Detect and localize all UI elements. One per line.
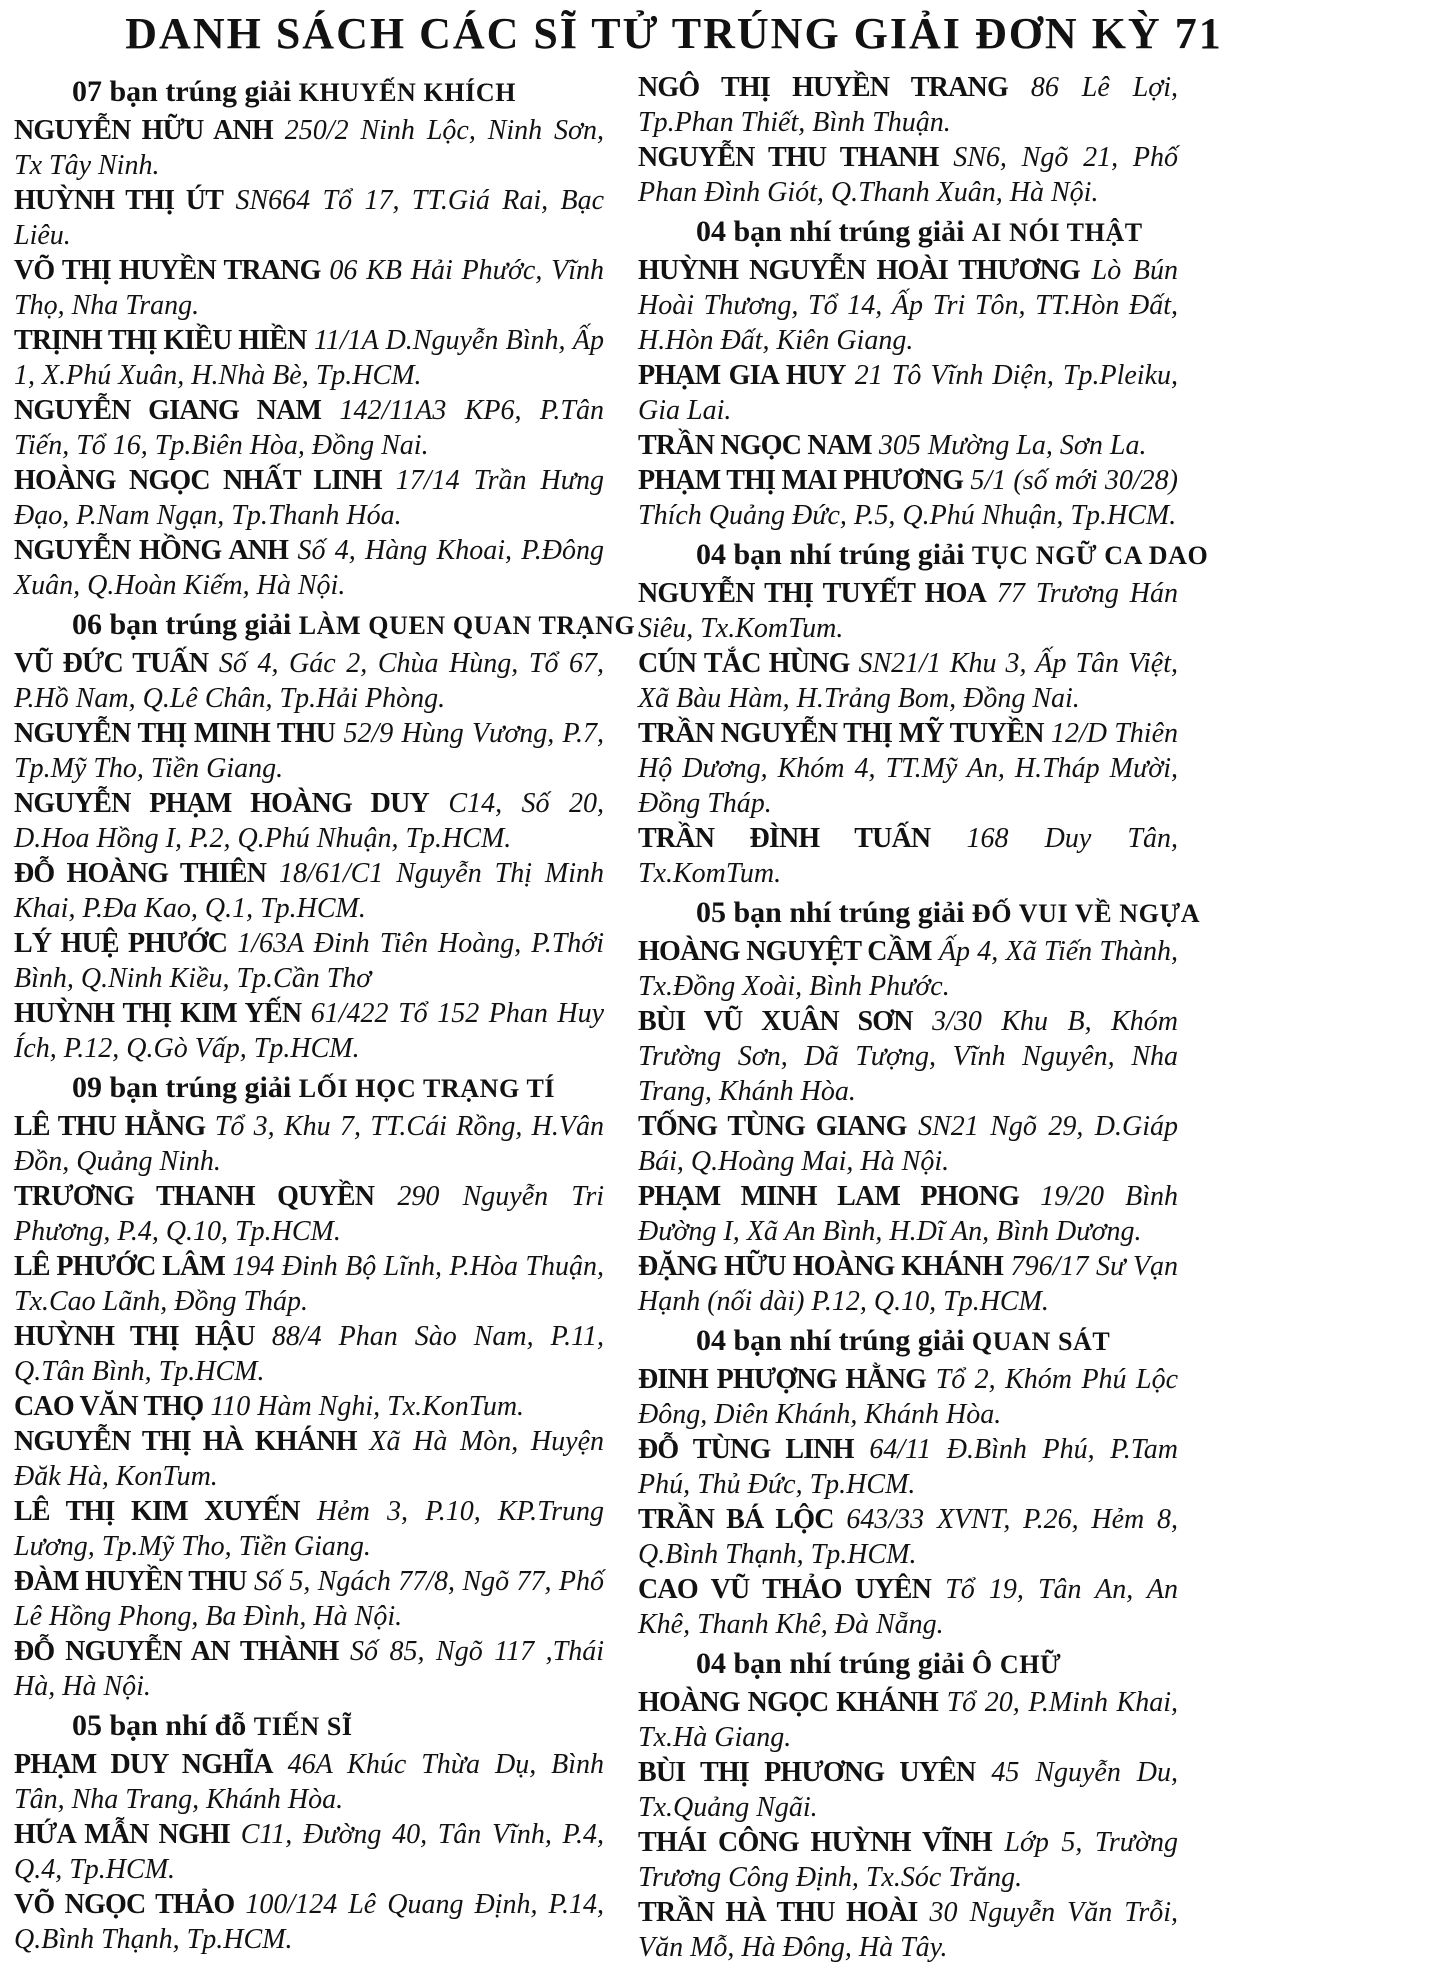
winner-entry [638,1895,1178,1965]
winner-entry [638,463,1178,533]
winner-address: SN6, Ngõ 21, Phố Phan Đình Giót, Q.Thanh Xuân, Hà Nội. [638,142,1178,208]
winner-name: TỐNG TÙNG GIANG [638,1111,907,1142]
winner-name: HỨA MẪN NGHI [14,1819,231,1850]
section-heading [638,894,1201,932]
winner-entry [638,1432,1178,1502]
winner-entry [638,1179,1178,1249]
winner-address: 06 KB Hải Phước, Vĩnh Thọ, Nha Trang. [14,255,604,321]
winner-address: SN21/1 Khu 3, Ấp Tân Việt, Xã Bàu Hàm, H.Trảng Bom, Đồng Nai. [638,648,1178,714]
winner-address: 1/63A Đinh Tiên Hoàng, P.Thới Bình, Q.Ninh Kiều, Tp.Cần Thơ [14,928,605,994]
winner-address: Tổ 19, Tân An, An Khê, Thanh Khê, Đà Nẵng. [638,1574,1178,1640]
heading-prize: QUAN SÁT [971,1327,1111,1356]
winner-name: HUỲNH NGUYỄN HOÀI THƯƠNG [638,255,1080,286]
winner-address: Tổ 2, Khóm Phú Lộc Đông, Diên Khánh, Khánh Hòa. [638,1364,1179,1430]
winner-address: 100/124 Lê Quang Định, P.14, Q.Bình Thạnh, Tp.HCM. [14,1889,604,1955]
document-title: DANH SÁCH CÁC SĨ TỬ TRÚNG GIẢI ĐƠN KỲ 71 [125,9,1223,58]
winner-address: 250/2 Ninh Lộc, Ninh Sơn, Tx Tây Ninh. [14,115,605,181]
winner-address: Hẻm 3, P.10, KP.Trung Lương, Tp.Mỹ Tho, Tiền Giang. [14,1496,605,1562]
winner-entry [14,183,604,253]
winner-name: NGUYỄN THỊ TUYẾT HOA [638,578,987,609]
winner-address: 142/11A3 KP6, P.Tân Tiến, Tổ 16, Tp.Biên Hòa, Đồng Nai. [14,395,604,461]
winner-name: CAO VŨ THẢO UYÊN [638,1574,932,1605]
winner-address: Tổ 20, P.Minh Khai, Tx.Hà Giang. [638,1687,1179,1753]
heading-prize: KHUYẾN KHÍCH [298,78,517,107]
winner-entry [638,821,1178,891]
winner-entry [638,1249,1178,1319]
winner-address: 46A Khúc Thừa Dụ, Bình Tân, Nha Trang, Khánh Hòa. [14,1749,605,1815]
winner-address: C11, Đường 40, Tân Vĩnh, P.4, Q.4, Tp.HCM. [14,1819,605,1885]
winner-entry [638,1109,1178,1179]
winner-name: LÊ THỊ KIM XUYẾN [14,1496,300,1527]
section-heading [14,1707,604,1745]
winner-name: PHẠM GIA HUY [638,360,846,391]
two-column-layout [14,70,1440,1965]
heading-prize: TỤC NGỮ CA DAO [971,541,1209,570]
winner-entry [638,1362,1178,1432]
winner-name: NGUYỄN HỒNG ANH [14,535,289,566]
winner-name: LÝ HUỆ PHƯỚC [14,928,228,959]
winner-address: 168 Duy Tân, Tx.KomTum. [638,823,1178,889]
winner-address: Lò Bún Hoài Thương, Tổ 14, Ấp Tri Tôn, TT.Hòn Đất, H.Hòn Đất, Kiên Giang. [638,255,1178,356]
winner-name: LÊ PHƯỚC LÂM [14,1251,225,1282]
winner-name: CAO VĂN THỌ [14,1391,204,1422]
winner-entry [638,358,1178,428]
heading-prize: LỐI HỌC TRẠNG TÍ [298,1074,556,1103]
winner-address: 12/D Thiên Hộ Dương, Khóm 4, TT.Mỹ An, H.Tháp Mười, Đồng Tháp. [638,718,1179,819]
heading-label: 05 bạn nhí đỗ [72,1709,247,1742]
heading-label: 04 bạn nhí trúng giải [696,215,965,248]
heading-prize: ĐỐ VUI VỀ NGỰA [971,899,1201,928]
winner-name: NGUYỄN THU THANH [638,142,939,173]
winner-address: 5/1 (số mới 30/28) Thích Quảng Đức, P.5, Q.Phú Nhuận, Tp.HCM. [638,465,1179,531]
winner-name: CÚN TẮC HÙNG [638,648,850,679]
winner-entry [14,996,604,1066]
heading-label: 04 bạn nhí trúng giải [696,1324,965,1357]
section-heading [14,73,604,111]
winners-column-right [638,70,1209,1965]
winner-entry [638,1572,1178,1642]
winner-entry [14,1249,604,1319]
winner-entry [14,533,604,603]
winner-entry [14,926,604,996]
winner-entry [638,646,1178,716]
winner-entry [14,856,604,926]
winner-entry [14,786,604,856]
winner-address: 88/4 Phan Sào Nam, P.11, Q.Tân Bình, Tp.HCM. [14,1321,605,1387]
winner-address: 18/61/C1 Nguyễn Thị Minh Khai, P.Đa Kao, Q.1, Tp.HCM. [14,858,604,924]
winner-name: HUỲNH THỊ KIM YẾN [14,998,302,1029]
winners-column-left [14,70,636,1957]
winner-name: HUỲNH THỊ ÚT [14,185,224,216]
winner-entry [14,393,604,463]
winner-name: PHẠM DUY NGHĨA [14,1749,273,1780]
winner-address: 77 Trương Hán Siêu, Tx.KomTum. [638,578,1179,644]
winner-entry [638,716,1178,821]
winner-entry [638,576,1178,646]
winner-address: Ấp 4, Xã Tiến Thành, Tx.Đồng Xoài, Bình Phước. [638,936,1179,1002]
winner-address: Tổ 3, Khu 7, TT.Cái Rồng, H.Vân Đồn, Quảng Ninh. [14,1111,604,1177]
heading-label: 04 bạn nhí trúng giải [696,1647,965,1680]
winner-entry [14,1634,604,1704]
winner-name: ĐÀM HUYỀN THU [14,1566,247,1597]
winner-name: HOÀNG NGỌC KHÁNH [638,1687,938,1718]
heading-label: 05 bạn nhí trúng giải [696,896,965,929]
winner-name: NGUYỄN GIANG NAM [14,395,322,426]
winner-entry [14,1179,604,1249]
winner-entry [638,428,1178,463]
winner-address: 86 Lê Lợi, Tp.Phan Thiết, Bình Thuận. [638,72,1179,138]
winner-entry [14,463,604,533]
winner-name: PHẠM MINH LAM PHONG [638,1181,1020,1212]
winner-entry [14,113,604,183]
winner-entry [14,716,604,786]
winner-address: SN21 Ngõ 29, D.Giáp Bái, Q.Hoàng Mai, Hà Nội. [638,1111,1179,1177]
winner-entry [14,323,604,393]
winner-name: LÊ THU HẰNG [14,1111,206,1142]
winner-address: Lớp 5, Trường Trương Công Định, Tx.Sóc Trăng. [638,1827,1179,1893]
winner-name: TRƯƠNG THANH QUYỀN [14,1181,375,1212]
winner-entry [14,1817,604,1887]
heading-prize: AI NÓI THẬT [971,218,1143,247]
winner-name: TRỊNH THỊ KIỀU HIỀN [14,325,307,356]
winner-address: 45 Nguyễn Du, Tx.Quảng Ngãi. [638,1757,1178,1823]
winner-name: ĐỖ TÙNG LINH [638,1434,854,1465]
winner-entry [638,140,1178,210]
section-heading [14,1069,604,1107]
winner-name: THÁI CÔNG HUỲNH VĨNH [638,1827,992,1858]
winner-name: BÙI THỊ PHƯƠNG UYÊN [638,1757,976,1788]
winner-name: BÙI VŨ XUÂN SƠN [638,1006,913,1037]
heading-prize: LÀM QUEN QUAN TRẠNG [298,611,636,640]
winner-entry [638,934,1178,1004]
winner-address: 64/11 Đ.Bình Phú, P.Tam Phú, Thủ Đức, Tp.HCM. [638,1434,1179,1500]
winner-address: Số 4, Hàng Khoai, P.Đông Xuân, Q.Hoàn Kiếm, Hà Nội. [14,535,605,601]
winner-name: TRẦN ĐÌNH TUẤN [638,823,931,854]
winner-name: NGUYỄN HỮU ANH [14,115,273,146]
heading-prize: Ô CHỮ [971,1650,1062,1679]
winner-address: 643/33 XVNT, P.26, Hẻm 8, Q.Bình Thạnh, Tp.HCM. [638,1504,1178,1570]
winner-entry [14,646,604,716]
winner-address: Số 85, Ngõ 117 ,Thái Hà, Hà Nội. [14,1636,605,1702]
winner-entry [14,1564,604,1634]
section-heading [638,1322,1178,1360]
winner-address: Số 4, Gác 2, Chùa Hùng, Tổ 67, P.Hồ Nam, Q.Lê Chân, Tp.Hải Phòng. [14,648,605,714]
winner-name: HOÀNG NGUYỆT CẦM [638,936,932,967]
winner-address: 61/422 Tổ 152 Phan Huy Ích, P.12, Q.Gò Vấp, Tp.HCM. [14,998,605,1064]
winner-name: ĐỖ NGUYỄN AN THÀNH [14,1636,339,1667]
winner-address: 19/20 Bình Đường I, Xã An Bình, H.Dĩ An, Bình Dương. [638,1181,1178,1247]
winner-name: TRẦN NGUYỄN THỊ MỸ TUYỀN [638,718,1044,749]
winner-name: HUỲNH THỊ HẬU [14,1321,255,1352]
winner-entry [638,70,1178,140]
winner-entry [14,1109,604,1179]
winner-address: Xã Hà Mòn, Huyện Đăk Hà, KonTum. [14,1426,605,1492]
winner-address: 3/30 Khu B, Khóm Trường Sơn, Dã Tượng, Vĩnh Nguyên, Nha Trang, Khánh Hòa. [638,1006,1178,1107]
heading-label: 07 bạn trúng giải [72,75,292,108]
winner-name: PHẠM THỊ MAI PHƯƠNG [638,465,964,496]
section-heading [14,606,636,644]
winner-address: 305 Mường La, Sơn La. [878,430,1147,461]
winner-entry [14,1389,604,1424]
winner-name: TRẦN HÀ THU HOÀI [638,1897,918,1928]
winner-name: VŨ ĐỨC TUẤN [14,648,209,679]
winner-entry [638,1685,1178,1755]
winner-address: 194 Đinh Bộ Lĩnh, P.Hòa Thuận, Tx.Cao Lãnh, Đồng Tháp. [14,1251,604,1317]
winner-address: 21 Tô Vĩnh Diện, Tp.Pleiku, Gia Lai. [638,360,1178,426]
winner-address: 52/9 Hùng Vương, P.7, Tp.Mỹ Tho, Tiền Giang. [14,718,605,784]
winner-name: ĐẶNG HỮU HOÀNG KHÁNH [638,1251,1004,1282]
winner-name: NGUYỄN THỊ HÀ KHÁNH [14,1426,357,1457]
winner-address: C14, Số 20, D.Hoa Hồng I, P.2, Q.Phú Nhuận, Tp.HCM. [14,788,604,854]
winner-entry [638,1755,1178,1825]
winner-name: NGUYỄN THỊ MINH THU [14,718,336,749]
winner-address: 110 Hàm Nghi, Tx.KonTum. [210,1391,525,1422]
winner-name: ĐỖ HOÀNG THIÊN [14,858,267,889]
winner-address: SN664 Tổ 17, TT.Giá Rai, Bạc Liêu. [14,185,605,251]
winner-entry [14,1747,604,1817]
section-heading [638,1645,1178,1683]
winner-address: 30 Nguyễn Văn Trỗi, Văn Mỗ, Hà Đông, Hà Tây. [638,1897,1178,1963]
winner-entry [14,253,604,323]
heading-label: 06 bạn trúng giải [72,608,292,641]
winner-name: ĐINH PHƯỢNG HẰNG [638,1364,927,1395]
section-heading [638,213,1178,251]
winner-entry [14,1494,604,1564]
winner-address: 17/14 Trần Hưng Đạo, P.Nam Ngạn, Tp.Thanh Hóa. [14,465,605,531]
winner-name: NGÔ THỊ HUYỀN TRANG [638,72,1008,103]
winner-address: 290 Nguyễn Tri Phương, P.4, Q.10, Tp.HCM. [14,1181,605,1247]
winner-address: 796/17 Sư Vạn Hạnh (nối dài) P.12, Q.10, Tp.HCM. [638,1251,1178,1317]
winner-name: TRẦN NGỌC NAM [638,430,872,461]
winner-entry [14,1424,604,1494]
winner-name: VÕ THỊ HUYỀN TRANG [14,255,321,286]
winner-entry [638,253,1178,358]
heading-prize: TIẾN SĨ [253,1712,353,1741]
winner-name: VÕ NGỌC THẢO [14,1889,235,1920]
winner-name: HOÀNG NGỌC NHẤT LINH [14,465,382,496]
winner-name: NGUYỄN PHẠM HOÀNG DUY [14,788,429,819]
winner-entry [638,1004,1178,1109]
winner-entry [14,1887,604,1957]
winner-entry [638,1502,1178,1572]
winner-address: 11/1A D.Nguyễn Bình, Ấp 1, X.Phú Xuân, H.Nhà Bè, Tp.HCM. [14,325,605,391]
winner-address: Số 5, Ngách 77/8, Ngõ 77, Phố Lê Hồng Phong, Ba Đình, Hà Nội. [14,1566,605,1632]
winner-entry [14,1319,604,1389]
heading-label: 09 bạn trúng giải [72,1071,292,1104]
heading-label: 04 bạn nhí trúng giải [696,538,965,571]
section-heading [638,536,1209,574]
winner-entry [638,1825,1178,1895]
winner-name: TRẦN BÁ LỘC [638,1504,834,1535]
